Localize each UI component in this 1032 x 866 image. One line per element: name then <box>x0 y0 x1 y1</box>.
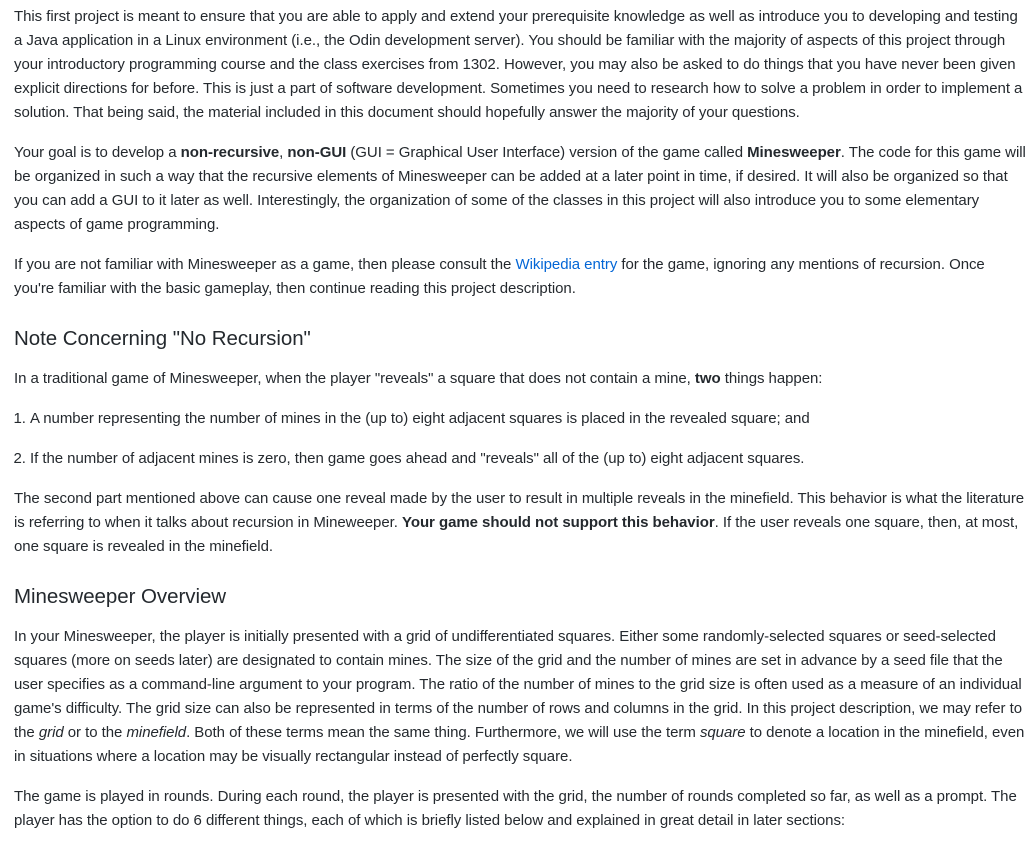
goal-text: Your goal is to develop a <box>14 144 181 161</box>
goal-text-suffix: . The code for this game will be organized in such a way that the recursive elements of Minesweeper can be added at a later point in time, if desired. It will also be organized so that you can add a GUI to it later as well. Interestingly, the organization of some of the classes in this project will also introduce you to some elementary aspects of game programming. <box>14 144 1026 233</box>
goal-text-mid: (GUI = Graphical User Interface) version of the game called <box>346 144 748 161</box>
overview-italic-grid: grid <box>38 724 64 741</box>
note-intro-bold: two <box>694 370 721 387</box>
goal-paragraph <box>14 141 1028 237</box>
overview-text-d: to denote a location in the minefield, even in situations where a location may be visually rectangular instead of perfectly square. <box>14 724 1025 765</box>
document <box>0 5 1032 833</box>
familiar-text: If you are not familiar with Minesweeper as a game, then please consult the <box>14 256 516 273</box>
note-second-bold: Your game should not support this behavior <box>401 514 715 531</box>
wikipedia-link[interactable]: Wikipedia entry <box>515 256 618 273</box>
goal-sep: , <box>279 144 288 161</box>
note-second-paragraph <box>14 487 1028 559</box>
familiar-paragraph <box>14 253 1028 301</box>
overview-italic-minefield: minefield <box>126 724 187 741</box>
intro-text: This first project is meant to ensure that you are able to apply and extend your prerequisite knowledge as well as introduce you to developing and testing a Java application in a Linux environment (i.e., the Odin development server). You should be familiar with the majority of aspects of this project through your introductory programming course and the class exercises from 1302. However, you may also be asked to do things that you have never been given explicit directions for before. This is just a part of software development. Sometimes you need to research how to solve a problem in order to implement a solution. That being said, the material included in this document should hopefully answer the majority of your questions. <box>14 8 1023 121</box>
overview-italic-square: square <box>699 724 746 741</box>
note-intro-text: In a traditional game of Minesweeper, when the player "reveals" a square that does not contain a mine, <box>14 370 695 387</box>
familiar-text-suffix: for the game, ignoring any mentions of recursion. Once you're familiar with the basic gameplay, then continue reading this project description. <box>14 256 985 297</box>
overview-text-b: or to the <box>63 724 127 741</box>
overview-text-c: . Both of these terms mean the same thing. Furthermore, we will use the term <box>186 724 700 741</box>
note-intro-suffix: things happen: <box>720 370 823 387</box>
overview-paragraph-2: The game is played in rounds. During each round, the player is presented with the grid, the number of rounds completed so far, as well as a prompt. The player has the option to do 6 different things, each of which is briefly listed below and explained in great detail in later sections: <box>14 788 1017 829</box>
goal-bold-minesweeper: Minesweeper <box>747 144 841 161</box>
list-item: 2. If the number of adjacent mines is zero, then game goes ahead and "reveals" all of the (up to) eight adjacent squares. <box>30 447 1028 471</box>
overview-text-a: In your Minesweeper, the player is initially presented with a grid of undifferentiated squares. Either some randomly-selected squares or seed-selected squares (more on seeds later) are designated to contain mines. The size of the grid and the number of mines are set in advance by a seed file that the user specifies as a command-line argument to your program. The ratio of the number of mines to the grid size is often used as a measure of an individual game's difficulty. The grid size can also be represented in terms of the number of rows and columns in the grid. In this project description, we may refer to the <box>14 628 1023 741</box>
note-intro-paragraph <box>14 367 1028 391</box>
goal-bold-non-recursive: non-recursive <box>180 144 280 161</box>
intro-paragraph <box>14 5 1028 125</box>
overview-paragraph-1 <box>14 625 1028 769</box>
reveal-steps-list <box>14 407 1028 471</box>
goal-bold-non-gui: non-GUI <box>287 144 347 161</box>
note-second-suffix: . If the user reveals one square, then, at most, one square is revealed in the minefield. <box>14 514 1019 555</box>
note-heading: Note Concerning "No Recursion" <box>14 327 311 350</box>
list-item: 1. A number representing the number of mines in the (up to) eight adjacent squares is placed in the revealed square; and <box>30 407 1028 431</box>
overview-heading: Minesweeper Overview <box>14 585 227 608</box>
note-second-text: The second part mentioned above can cause one reveal made by the user to result in multiple reveals in the minefield. This behavior is what the literature is referring to when it talks about recursion in Mineweeper. <box>14 490 1025 531</box>
